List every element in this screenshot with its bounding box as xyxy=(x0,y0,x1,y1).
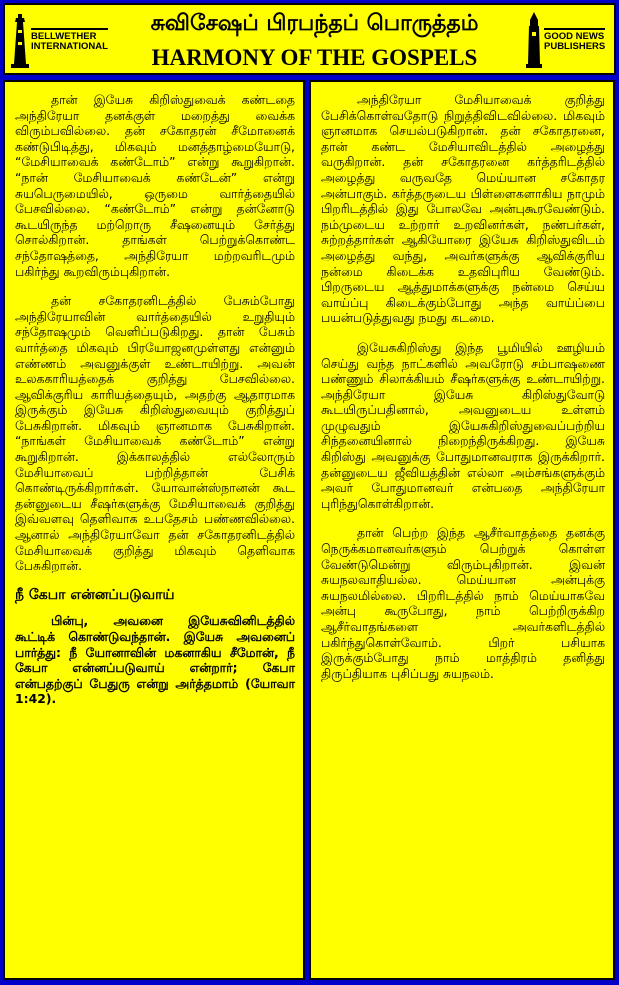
scripture-quote: பின்பு, அவனை இயேசுவினிடத்தில் கூட்டிக் கொண்டுவந்தான். இயேசு அவனைப் பார்த்து: நீ யோனாவின் மகனாகிய சீமோன், நீ கேபா என்னப்படுவாய் என்றார்; கேபா என்பதற்குப் பேதுரு என்று அர்த்தமாம் (யோவா 1:42). xyxy=(15,613,295,707)
right-paragraph-3: தான் பெற்ற இந்த ஆசீர்வாதத்தை தனக்கு நெருக்கமானவர்களும் பெற்றுக் கொள்ள வேண்டுமென்று விரும்புகிறான். இவன் சுயநலவாதியல்ல. மெய்யான அன்புக்கு சுயநலமில்லை. பிறரிடத்தில் நாம் மெய்யாகவே அன்பு கூருபோது, நாம் பெற்றிருக்கிற ஆசீர்வாதங்களை அவர்களிடத்தில் பகிர்ந்துகொள்வோம். பிறர் பசியாக இருக்கும்போது நாம் மாத்திரம் தனித்து திருப்தியாக புசிப்பது சுயநலம். xyxy=(321,525,605,681)
page-header xyxy=(3,3,616,75)
logo-left-line2: INTERNATIONAL xyxy=(31,41,108,52)
logo-right-line2: PUBLISHERS xyxy=(544,41,606,52)
section-subheading: நீ கேபா என்னப்படுவாய் xyxy=(15,586,175,603)
left-column xyxy=(3,80,305,980)
bell-tower-icon xyxy=(526,12,542,68)
title-english: HARMONY OF THE GOSPELS xyxy=(151,45,478,70)
right-column xyxy=(309,80,615,980)
right-paragraph-1: அந்திரேயா மேசியாவைக் குறித்து பேசிக்கொள்வதோடு நிறுத்திவிடவில்லை. மிகவும் ஞானமாக செயல்படுகிறான். தன் சகோதரனை, தான் கண்ட மேசியாவிடத்தில் அழைத்து வருகிறான். தன் சகோதரனை கர்த்தரிடத்தில் அழைத்து வருவதே மெய்யான சகோதர அன்பாகும். கர்த்தருடைய பிள்ளைகளாகிய நாமும் பிறரிடத்தில் இது போலவே அன்புகூரவேண்டும். நம்முடைய உற்றார் உறவினர்கள், நண்பர்கள், சுற்றத்தார்கள் ஆகியோரை இயேசு கிறிஸ்துவிடம் அழைத்து வந்து, அவர்களுக்கு ஆவிக்குரிய நன்மை கிடைக்க உதவிபுரிய வேண்டும். பிறருடைய ஆத்துமாக்களுக்கு நன்மை செய்ய வாய்ப்பு கிடைக்கும்போது அந்த வாய்ப்பை பயன்படுத்துவது நமது கடமை. xyxy=(321,92,605,326)
bellwether-logo xyxy=(11,11,108,69)
lighthouse-icon xyxy=(11,12,29,68)
logo-right-line1: GOOD NEWS xyxy=(544,31,605,42)
title-tamil: சுவிசேஷப் பிரபந்தப் பொருத்தம் xyxy=(150,11,479,36)
right-paragraph-2: இயேசுகிறிஸ்து இந்த பூமியில் ஊழியம் செய்து வந்த நாட்களில் அவரோடு சம்பாஷணை பண்ணும் சிலாக்கியம் சீஷர்களுக்கு உண்டாயிற்று. அந்திரேயா இயேசு கிறிஸ்துவோடு கூடயிருப்பதினால், அவனுடைய உள்ளம் முழுவதும் இயேசுகிறிஸ்துவைப்பற்றிய சிந்தனையினால் நிறைந்திருக்கிறது. இயேசு கிறிஸ்து அவனுக்கு போதுமானவராக இருக்கிறார். தன்னுடைய ஜீவியத்தின் எல்லா அம்சங்களுக்கும் அவர் போதுமானவர் என்பதை அந்திரேயா புரிந்துகொள்கிறான். xyxy=(321,339,605,511)
logo-left-line1: BELLWETHER xyxy=(31,31,97,42)
left-paragraph-2: தன் சகோதரனிடத்தில் பேசும்போது அந்திரேயாவின் வார்த்தையில் உறுதியும் சந்தோஷமும் வெளிப்படுகிறது. தான் பேசும் வார்த்தை மிகவும் பிரயோஜனமுள்ளது என்னும் எண்ணம் அவனுக்குள் உண்டாயிற்று. அவன் உலககாரியத்தைக் குறித்து பேசவில்லை. ஆவிக்குரிய காரியத்தையும், அதற்கு ஆதாரமாக இருக்கும் இயேசு கிறிஸ்துவையும் குறித்துப் பேசுகிறான். மிகவும் ஞானமாக பேசுகிறான். “நாங்கள் மேசியாவைக் கண்டோம்” என்று கூறுகிறான். இக்காலத்தில் எல்லோரும் மேசியாவைப் பற்றித்தான் பேசிக் கொண்டிருக்கிறார்கள். யோவான்ஸ்நானன் கூட தன்னுடைய சீஷர்களுக்கு மேசியாவைக் குறித்து இவ்வளவு தெளிவாக உபதேசம் பண்ணவில்லை. ஆனால் அந்திரேயாவோ தன் சகோதரனிடத்தில் மேசியாவைக் குறித்து மிகவும் தெளிவாக பேசுகிறான். xyxy=(15,293,295,574)
good-news-logo xyxy=(526,11,608,69)
left-paragraph-1: தான் இயேசு கிறிஸ்துவைக் கண்டதை அந்திரேயா தனக்குள் மறைத்து வைக்க விரும்பவில்லை. தன் சகோதரன் சீமோனைக் கண்டுபிடித்து, மிகவும் மனத்தாழ்மையோடு, “மேசியாவைக் கண்டோம்” என்று கூறுகிறான். “நான் மேசியாவைக் கண்டேன்” என்று சுயபெருமையில், ஒருமை வார்த்தையில் பேசவில்லை. “கண்டோம்” என்று தன்னோடு கூடயிருந்த மற்றொரு சீஷனையும் சேர்த்து சொல்கிறான். தாங்கள் பெற்றுக்கொண்ட சந்தோஷத்தை, அந்திரேயா மற்றவரிடமும் பகிர்ந்து கூறவிரும்புகிறான். xyxy=(15,92,295,279)
